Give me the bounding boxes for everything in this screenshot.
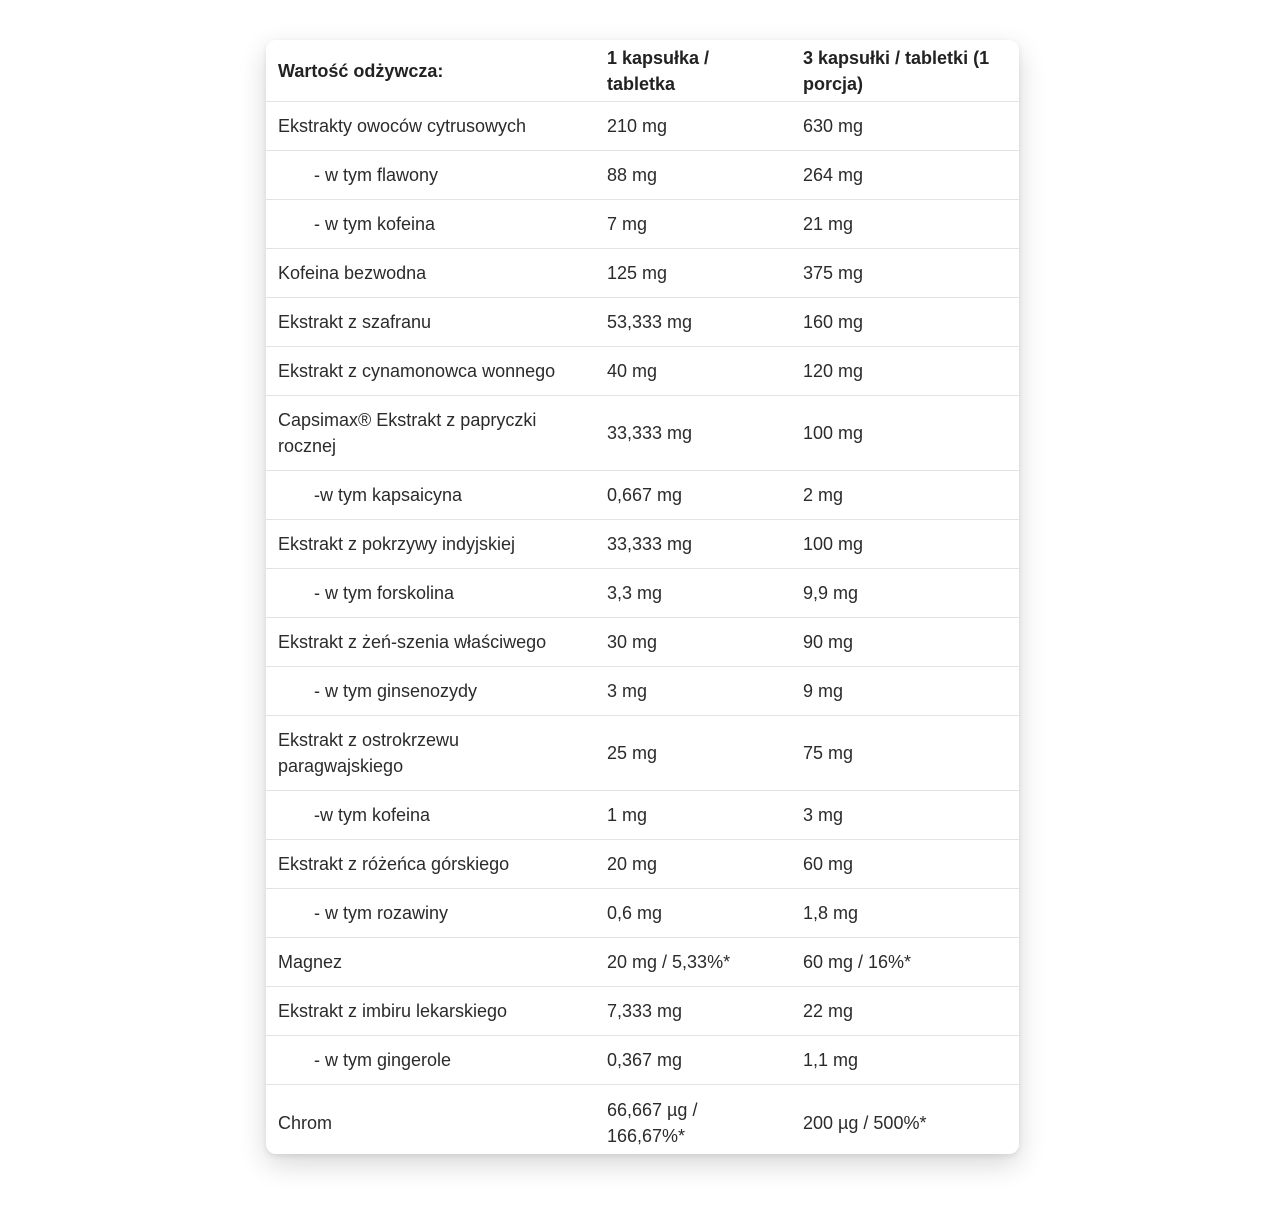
nutrient-name: Ekstrakt z ostrokrzewu paragwajskiego [266,716,595,791]
nutrient-name: Chrom [278,1113,333,1133]
table-row [266,1085,1019,1155]
value-per-serving: 90 mg [791,618,1019,667]
table-row [266,987,1019,1036]
value-per-serving: 100 mg [791,520,1019,569]
value-per-capsule: 0,667 mg [595,471,791,520]
nutrient-name: Ekstrakt z różeńca górskiego [266,840,595,889]
value-per-capsule: 0,367 mg [595,1036,791,1085]
value-per-capsule: 210 mg [595,102,791,151]
value-per-serving: 22 mg [791,987,1019,1036]
value-per-serving: 60 mg [791,840,1019,889]
value-per-serving: 60 mg / 16%* [791,938,1019,987]
nutrient-name: Capsimax® Ekstrakt z papryczki rocznej [266,396,595,471]
value-per-capsule: 3 mg [595,667,791,716]
value-per-serving: 1,1 mg [791,1036,1019,1085]
header-nutrient: Wartość odżywcza: [266,40,595,102]
nutrient-name: -w tym kapsaicyna [266,471,595,520]
table-row [266,151,1019,200]
nutrient-name: Ekstrakt z żeń-szenia właściwego [266,618,595,667]
table-row [266,938,1019,987]
value-per-capsule: 33,333 mg [595,396,791,471]
value-per-capsule: 40 mg [595,347,791,396]
value-per-serving: 21 mg [791,200,1019,249]
value-per-capsule: 3,3 mg [595,569,791,618]
table-header-row [266,40,1019,102]
nutrient-name: Kofeina bezwodna [266,249,595,298]
table-row [266,471,1019,520]
value-per-capsule: 1 mg [595,791,791,840]
value-per-capsule: 53,333 mg [595,298,791,347]
value-per-capsule: 33,333 mg [595,520,791,569]
table-row [266,249,1019,298]
value-per-serving: 160 mg [791,298,1019,347]
table-row [266,347,1019,396]
nutrient-name: Ekstrakty owoców cytrusowych [266,102,595,151]
nutrient-name: -w tym kofeina [266,791,595,840]
value-per-capsule: 125 mg [595,249,791,298]
value-per-capsule: 20 mg / 5,33%* [595,938,791,987]
value-per-capsule: 0,6 mg [595,889,791,938]
nutrient-name: - w tym rozawiny [266,889,595,938]
value-per-capsule: 20 mg [595,840,791,889]
table-row [266,1036,1019,1085]
header-per-serving: 3 kapsułki / tabletki (1 porcja) [791,40,1019,102]
table-row [266,520,1019,569]
value-per-serving: 75 mg [791,716,1019,791]
nutrient-name: - w tym ginsenozydy [266,667,595,716]
nutrient-name: Ekstrakt z cynamonowca wonnego [266,347,595,396]
value-per-capsule: 7 mg [595,200,791,249]
nutrient-name: - w tym kofeina [266,200,595,249]
header-per-capsule: 1 kapsułka / tabletka [595,40,791,102]
table-row [266,298,1019,347]
value-per-capsule: 66,667 µg / 166,67%* [607,1100,698,1146]
value-per-serving: 264 mg [791,151,1019,200]
value-per-serving: 375 mg [791,249,1019,298]
table-row [266,569,1019,618]
table-row [266,840,1019,889]
value-per-capsule: 30 mg [595,618,791,667]
value-per-capsule: 88 mg [595,151,791,200]
value-per-serving: 9,9 mg [791,569,1019,618]
table-row [266,889,1019,938]
nutrient-name: Ekstrakt z pokrzywy indyjskiej [266,520,595,569]
value-per-serving: 200 µg / 500%* [803,1113,927,1133]
value-per-serving: 9 mg [791,667,1019,716]
table-row [266,396,1019,471]
value-per-serving: 2 mg [791,471,1019,520]
value-per-serving: 120 mg [791,347,1019,396]
table-row [266,791,1019,840]
nutrition-table [266,40,1019,1154]
value-per-capsule: 25 mg [595,716,791,791]
table-row [266,200,1019,249]
value-per-serving: 100 mg [791,396,1019,471]
value-per-serving: 3 mg [791,791,1019,840]
nutrient-name: Ekstrakt z szafranu [266,298,595,347]
nutrient-name: - w tym forskolina [266,569,595,618]
table-row [266,102,1019,151]
nutrition-table-card [266,40,1019,1154]
nutrient-name: Magnez [266,938,595,987]
table-row [266,667,1019,716]
table-row [266,716,1019,791]
nutrient-name: - w tym flawony [266,151,595,200]
value-per-serving: 1,8 mg [791,889,1019,938]
nutrient-name: - w tym gingerole [266,1036,595,1085]
value-per-serving: 630 mg [791,102,1019,151]
table-row [266,618,1019,667]
nutrient-name: Ekstrakt z imbiru lekarskiego [266,987,595,1036]
value-per-capsule: 7,333 mg [595,987,791,1036]
